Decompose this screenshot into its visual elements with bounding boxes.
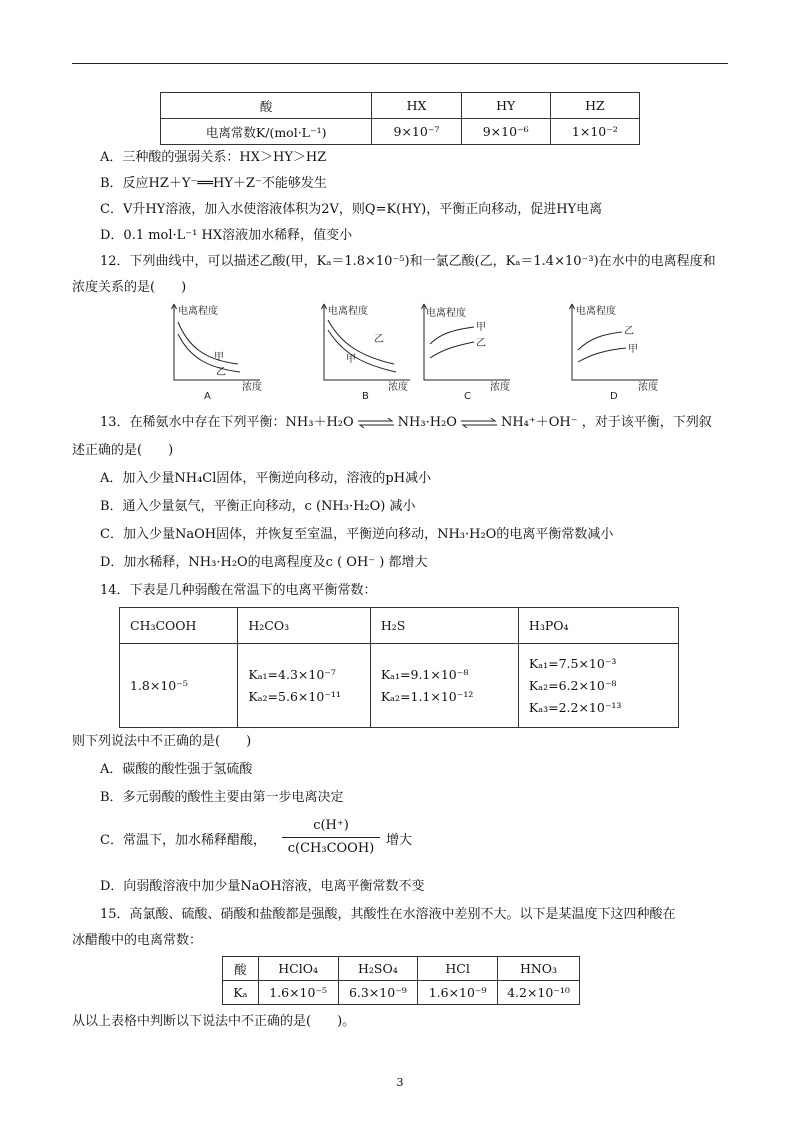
q14-h2co3-ka1: Kₐ₁=4.3×10⁻⁷ xyxy=(248,666,336,682)
graph-b-caption: B xyxy=(362,391,369,402)
graph-c xyxy=(418,302,524,402)
graph-a-caption: A xyxy=(204,391,211,402)
q14-option-a: A．碳酸的酸性强于氢硫酸 xyxy=(100,762,253,777)
graph-c-caption: C xyxy=(464,391,471,402)
q15-header-hno3: HNO₃ xyxy=(498,957,580,981)
q15-header-h2so4: H₂SO₄ xyxy=(338,957,418,981)
q14-question: 则下列说法中不正确的是( ) xyxy=(72,734,252,749)
fraction-numerator: c(H⁺) xyxy=(313,818,349,833)
q11-option-b: B．反应HZ＋Y⁻══HY＋Z⁻不能够发生 xyxy=(100,176,327,191)
q15-value-hcl: 1.6×10⁻⁹ xyxy=(418,981,498,1005)
graph-c-ylabel: 电离程度 xyxy=(426,308,466,319)
q11-option-a: A．三种酸的强弱关系：HX＞HY＞HZ xyxy=(100,150,327,165)
graph-c-xlabel: 浓度 xyxy=(490,382,510,393)
graph-d-label-a: 乙 xyxy=(624,326,634,337)
graph-d-label-b: 甲 xyxy=(628,344,638,355)
q14-option-d: D．向弱酸溶液中加少量NaOH溶液，电离平衡常数不变 xyxy=(100,879,425,894)
graph-a-label-a: 甲 xyxy=(214,352,224,363)
q14-option-c-text: C．常温下，加水稀释醋酸， xyxy=(100,833,266,848)
q15-header-hclo4: HClO₄ xyxy=(258,957,338,981)
graph-b-label-a: 乙 xyxy=(374,334,384,345)
concentration-ratio-fraction xyxy=(282,816,380,859)
q14-option-b: B．多元弱酸的酸性主要由第一步电离决定 xyxy=(100,790,344,805)
q14-h2co3-ka2: Kₐ₂=5.6×10⁻¹¹ xyxy=(248,688,341,704)
graph-b xyxy=(318,302,424,402)
graph-d-xlabel: 浓度 xyxy=(638,382,658,393)
weak-acid-constant-table xyxy=(119,607,679,728)
table1-value-hz: 1×10⁻² xyxy=(550,119,639,145)
q14-stem: 14．下表是几种弱酸在常温下的电离平衡常数： xyxy=(100,583,377,598)
q14-h3po4-ka3: Kₐ₃=2.2×10⁻¹³ xyxy=(528,699,622,715)
graph-b-xlabel: 浓度 xyxy=(388,382,408,393)
q15-value-h2so4: 6.3×10⁻⁹ xyxy=(338,981,418,1005)
q13-option-c: C．加入少量NaOH固体，并恢复至室温，平衡逆向移动，NH₃·H₂O的电离平衡常数减小 xyxy=(100,527,614,542)
graph-a xyxy=(168,302,274,402)
q13-option-a: A．加入少量NH₄Cl固体，平衡逆向移动，溶液的pH减小 xyxy=(100,471,432,486)
graph-a-ylabel: 电离程度 xyxy=(178,306,218,317)
graph-c-label-b: 乙 xyxy=(476,338,486,349)
q15-question: 从以上表格中判断以下说法中不正确的是( )。 xyxy=(72,1014,356,1029)
q14-cell-h2co3 xyxy=(238,644,370,728)
q14-cell-h2s xyxy=(370,644,518,728)
q14-header-ch3cooh: CH₃COOH xyxy=(120,608,238,644)
graph-b-label-b: 甲 xyxy=(346,354,356,365)
strong-acid-constant-table xyxy=(222,956,580,1005)
q13-stem-line2: 述正确的是( ) xyxy=(72,443,174,458)
q13-option-b: B．通入少量氨气，平衡正向移动，c (NH₃·H₂O) 减小 xyxy=(100,499,416,514)
q11-option-d: D．0.1 mol·L⁻¹ HX溶液加水稀释，值变小 xyxy=(100,228,353,243)
q15-stem-line1: 15．高氯酸、硫酸、硝酸和盐酸都是强酸，其酸性在水溶液中差别不大。以下是某温度下这四种酸在 xyxy=(100,907,676,922)
q15-stem-line2: 冰醋酸中的电离常数： xyxy=(72,933,203,948)
q15-row-label: Kₐ xyxy=(223,981,259,1005)
q13-stem-part2: NH₃·H₂O xyxy=(397,415,457,430)
q14-header-h3po4: H₃PO₄ xyxy=(518,608,678,644)
q14-h2s-ka1: Kₐ₁=9.1×10⁻⁸ xyxy=(380,666,469,682)
graph-d-ylabel: 电离程度 xyxy=(576,306,616,317)
fraction-bar xyxy=(282,837,380,838)
graph-a-xlabel: 浓度 xyxy=(242,382,262,393)
q15-header-hcl: HCl xyxy=(418,957,498,981)
graph-c-label-a: 甲 xyxy=(476,322,486,333)
q14-h3po4-ka2: Kₐ₂=6.2×10⁻⁸ xyxy=(528,677,617,693)
table1-value-hy: 9×10⁻⁶ xyxy=(461,119,550,145)
q14-cell-h3po4 xyxy=(518,644,678,728)
table1-row-label: 电离常数K/(mol·L⁻¹) xyxy=(161,119,372,145)
q11-option-c: C．V升HY溶液，加入水使溶液体积为2V，则Q=K(HY)，平衡正向移动，促进HY电离 xyxy=(100,202,603,217)
q14-option-c-tail: 增大 xyxy=(386,833,413,848)
q12-stem-line1: 12．下列曲线中，可以描述乙酸(甲，Kₐ＝1.8×10⁻⁵)和一氯乙酸(乙，Kₐ＝1.4×10⁻³)在水中的电离程度和 xyxy=(100,254,716,269)
q15-value-hno3: 4.2×10⁻¹⁰ xyxy=(498,981,580,1005)
q14-h2s-ka2: Kₐ₂=1.1×10⁻¹² xyxy=(380,688,474,704)
graph-d-caption: D xyxy=(610,391,618,402)
page-number: 3 xyxy=(396,1076,404,1089)
q13-stem-part1: 13．在稀氨水中存在下列平衡：NH₃＋H₂O xyxy=(100,415,354,430)
q14-h3po4-ka1: Kₐ₁=7.5×10⁻³ xyxy=(528,655,617,671)
fraction-denominator: c(CH₃COOH) xyxy=(287,841,375,856)
graph-a-label-b: 乙 xyxy=(216,367,226,378)
q13-option-d: D．加水稀释，NH₃·H₂O的电离程度及c ( OH⁻ ) 都增大 xyxy=(100,555,428,570)
graph-d xyxy=(566,302,672,402)
q14-ch3cooh-ka: 1.8×10⁻⁵ xyxy=(130,677,188,693)
table1-header-hz: HZ xyxy=(550,93,639,119)
graph-b-ylabel: 电离程度 xyxy=(328,306,368,317)
header-rule xyxy=(72,63,728,64)
q13-stem-part3: NH₄⁺＋OH⁻ ，对于该平衡，下列叙 xyxy=(500,415,712,430)
q12-stem-line2: 浓度关系的是( ) xyxy=(72,280,187,295)
equilibrium-arrow-icon xyxy=(460,418,498,428)
acid-constant-table xyxy=(160,92,640,145)
q14-header-h2s: H₂S xyxy=(370,608,518,644)
equilibrium-arrow-icon xyxy=(357,418,395,428)
q14-header-h2co3: H₂CO₃ xyxy=(238,608,370,644)
q15-value-hclo4: 1.6×10⁻⁵ xyxy=(258,981,338,1005)
table1-value-hx: 9×10⁻⁷ xyxy=(372,119,461,145)
q14-cell-ch3cooh xyxy=(120,644,238,728)
q15-header-acid: 酸 xyxy=(223,957,259,981)
table1-header-acid: 酸 xyxy=(161,93,372,119)
q13-stem-line1 xyxy=(100,414,712,432)
table1-header-hy: HY xyxy=(461,93,550,119)
table1-header-hx: HX xyxy=(372,93,461,119)
